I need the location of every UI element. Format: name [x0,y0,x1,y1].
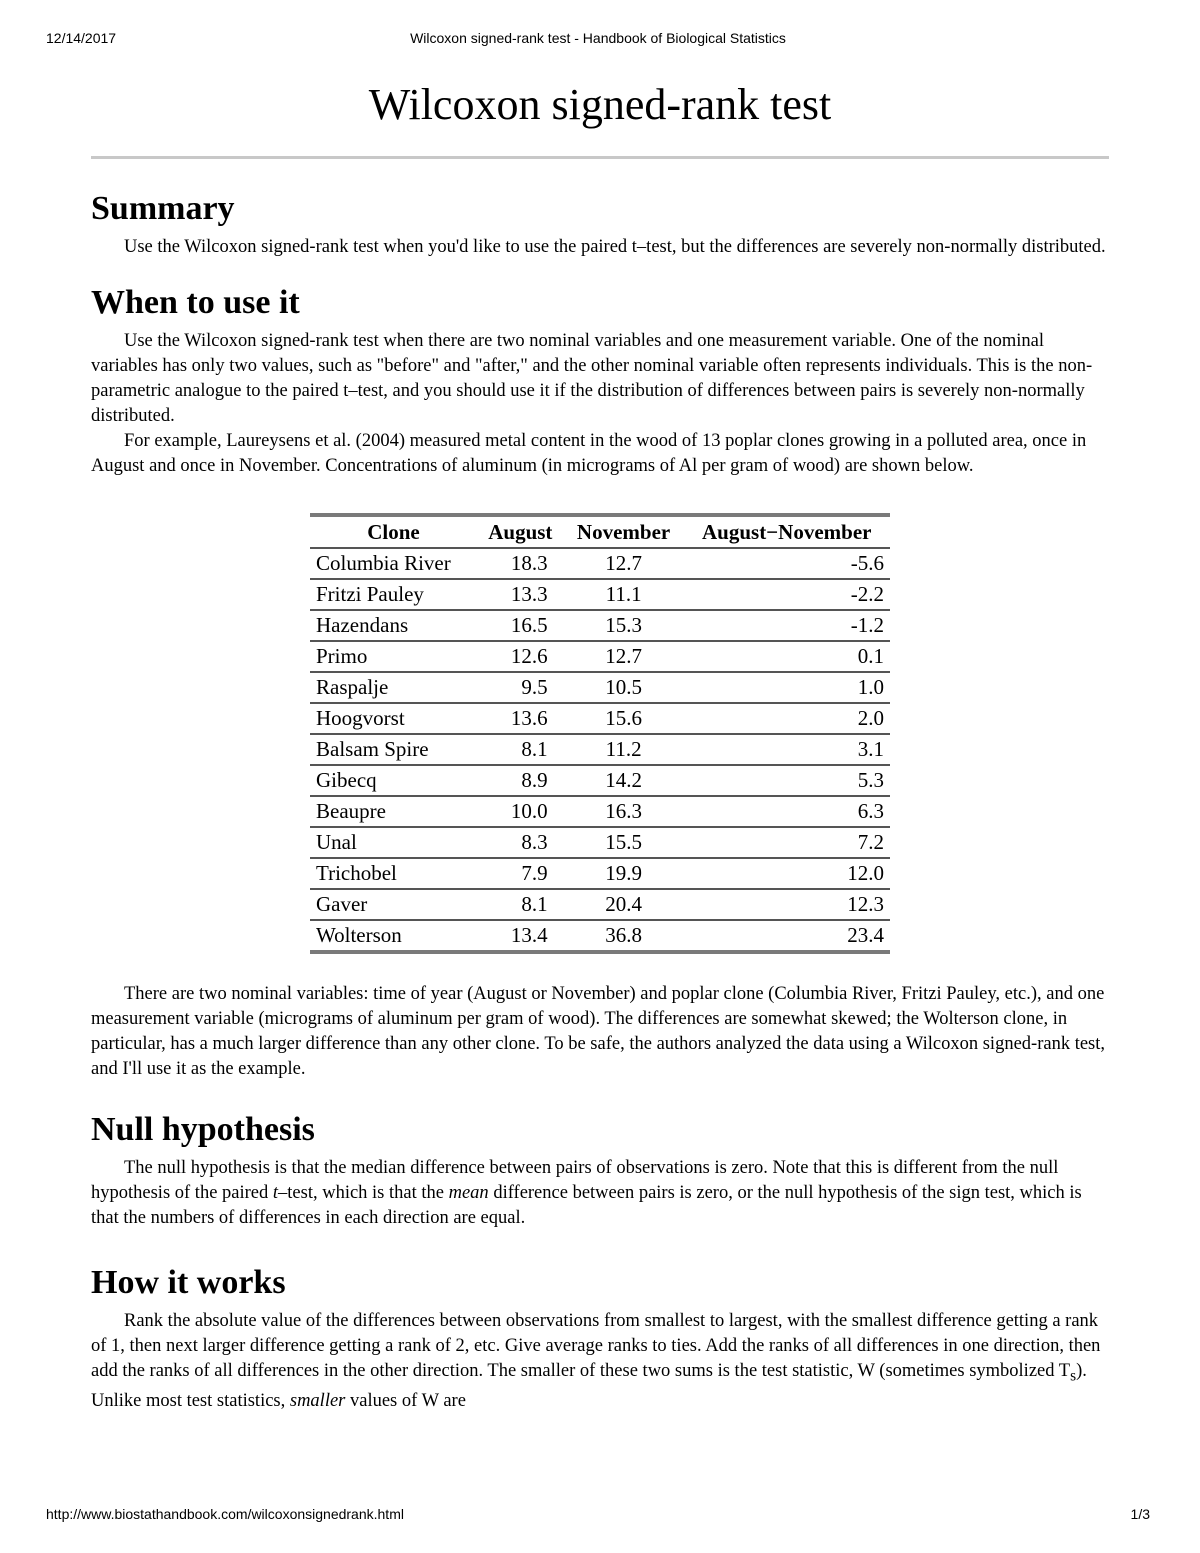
print-header [46,30,1150,50]
print-date: 12/14/2017 [46,30,117,46]
cell-difference: 12.0 [684,858,891,889]
cell-november: 20.4 [564,889,684,920]
cell-august: 13.4 [510,923,548,947]
aluminum-data-table [310,513,890,954]
cell-clone: Primo [310,641,477,672]
cell-november: 15.5 [564,827,684,858]
heading-null-hypothesis: Null hypothesis [91,1111,315,1148]
cell-clone: Beaupre [310,796,477,827]
null-paragraph [91,1156,1109,1231]
cell-august: 8.1 [477,889,564,920]
cell-difference: 6.3 [684,796,891,827]
heading-summary: Summary [91,190,235,227]
cell-august: 10.0 [477,796,564,827]
cell-november: 12.7 [564,641,684,672]
print-url: http://www.biostathandbook.com/wilcoxonsignedrank.html [46,1506,404,1522]
how-text-sub: s [1070,1367,1077,1385]
null-text-mean: mean [448,1183,489,1203]
summary-paragraph: Use the Wilcoxon signed-rank test when you'd like to use the paired t–test, but the differences are severely non-normally distributed. [124,237,1106,257]
cell-clone: Unal [310,827,477,858]
cell-difference: 23.4 [847,923,884,947]
table-row [310,672,890,703]
page-title: Wilcoxon signed-rank test [368,80,832,129]
table-row [310,827,890,858]
when-paragraph-1: Use the Wilcoxon signed-rank test when there are two nominal variables and one measurement variable. One of the nominal variables has only two values, such as "before" and "after," and the other nominal variable often represents individuals. This is the non-parametric analogue to the paired t–test, and you should use it if the distribution of differences between pairs is severely non-normally distributed. [91,331,1093,426]
cell-november: 16.3 [564,796,684,827]
how-text-c: values of W are [345,1390,466,1411]
cell-clone: Gibecq [310,765,477,796]
table-body [310,548,890,952]
heading-when-to-use: When to use it [91,284,300,321]
cell-clone: Raspalje [310,672,477,703]
cell-difference: 3.1 [684,734,891,765]
table-row [310,641,890,672]
cell-august: 8.1 [477,734,564,765]
cell-november: 14.2 [564,765,684,796]
null-text-c: difference between pairs is zero, or the null hypothesis of the sign test, which is that the numbers of differences in each direction are equal. [91,1183,1082,1228]
cell-august: 7.9 [477,858,564,889]
cell-august: 16.5 [477,610,564,641]
print-page-number: 1/3 [1130,1506,1150,1522]
cell-clone: Columbia River [310,548,477,579]
table-row [310,548,890,579]
title-divider [91,156,1109,159]
cell-difference: -5.6 [684,548,891,579]
table-row [310,734,890,765]
cell-clone: Hazendans [310,610,477,641]
when-paragraph-2: For example, Laureysens et al. (2004) measured metal content in the wood of 13 poplar clones growing in a polluted area, once in August and once in November. Concentrations of aluminum (in micrograms of Al per gram of wood) are shown below. [91,431,1087,476]
table-header-row [310,515,890,548]
cell-difference: -1.2 [684,610,891,641]
cell-clone: Wolterson [316,923,402,947]
how-paragraph [91,1309,1109,1414]
cell-difference: 1.0 [684,672,891,703]
cell-difference: 2.0 [684,703,891,734]
when-paragraph-3: There are two nominal variables: time of year (August or November) and poplar clone (Columbia River, Fritzi Pauley, etc.), and one measurement variable (micrograms of aluminum per gram of wood). The differences are somewhat skewed; the Wolterson clone, in particular, has a much larger difference than any other clone. To be safe, the authors analyzed the data using a Wilcoxon signed-rank test, and I'll use it as the example. [91,984,1106,1079]
table-row [310,920,890,952]
col-header-difference: August−November [684,515,891,548]
cell-august: 13.6 [477,703,564,734]
col-header-august: August [477,515,564,548]
table-row [310,579,890,610]
cell-august: 18.3 [477,548,564,579]
cell-difference: 7.2 [684,827,891,858]
null-text-b: –test, which is that the [278,1183,449,1203]
cell-august: 12.6 [477,641,564,672]
cell-november: 19.9 [564,858,684,889]
null-text-a: The null hypothesis is that the median difference between pairs of observations is zero. Note that this is different from the null hypothesis of the paired [91,1158,1059,1203]
table-row [310,889,890,920]
how-text-smaller: smaller [289,1390,346,1411]
null-text-t: t [272,1183,279,1203]
table-row [310,765,890,796]
cell-august: 13.3 [477,579,564,610]
heading-how-it-works: How it works [91,1264,286,1301]
cell-november: 11.1 [564,579,684,610]
cell-november: 15.3 [564,610,684,641]
cell-difference: 0.1 [684,641,891,672]
cell-clone: Trichobel [310,858,477,889]
cell-november: 11.2 [564,734,684,765]
cell-clone: Balsam Spire [310,734,477,765]
how-text-b: ). Unlike most test statistics, [91,1361,1087,1411]
cell-clone: Hoogvorst [310,703,477,734]
cell-difference: 5.3 [684,765,891,796]
cell-november: 12.7 [564,548,684,579]
cell-november: 15.6 [564,703,684,734]
cell-difference: 12.3 [684,889,891,920]
table-row [310,610,890,641]
article [91,74,1109,1414]
cell-august: 9.5 [477,672,564,703]
cell-november: 10.5 [564,672,684,703]
how-text-a: Rank the absolute value of the differences between observations from smallest to largest, with the smallest difference getting a rank of 1, then next larger difference getting a rank of 2, etc. Give average ranks to ties. Add the ranks of all differences in one direction, then add the ranks of all differences in the other direction. The smaller of these two sums is the test statistic, W (sometimes symbolized T [91,1311,1101,1381]
col-header-clone: Clone [310,515,477,548]
cell-august: 8.9 [477,765,564,796]
table-row [310,796,890,827]
print-page-title: Wilcoxon signed-rank test - Handbook of Biological Statistics [410,30,786,46]
col-header-november: November [564,515,684,548]
cell-november: 36.8 [605,923,642,947]
cell-clone: Gaver [310,889,477,920]
data-table-wrapper [91,513,1109,954]
table-row [310,858,890,889]
cell-clone: Fritzi Pauley [310,579,477,610]
table-row [310,703,890,734]
cell-august: 8.3 [477,827,564,858]
cell-difference: -2.2 [684,579,891,610]
print-footer [46,1506,1150,1526]
